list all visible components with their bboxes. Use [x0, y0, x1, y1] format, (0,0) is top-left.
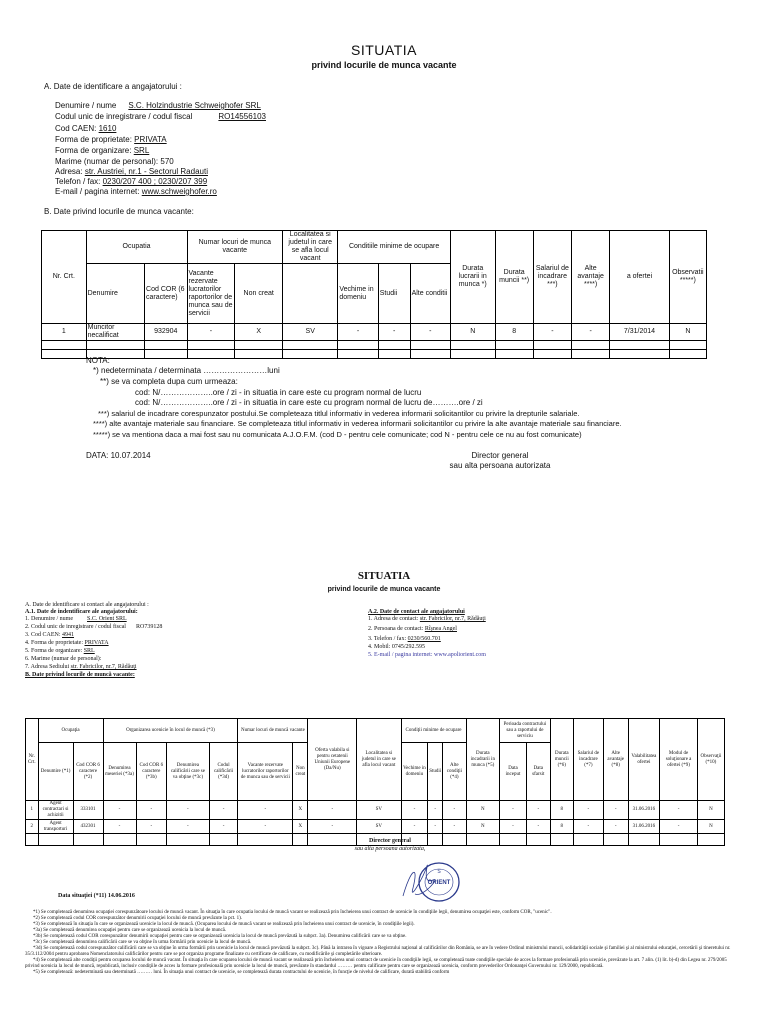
cell: -	[103, 820, 136, 834]
cell: -	[526, 820, 550, 834]
cell: SV	[283, 324, 338, 341]
doc2-l4: 4. Forma de proprietate: PRIVATA	[25, 640, 109, 646]
cell: -	[308, 801, 357, 820]
durata-incadrarii-header: Durata incadrarii in munca (*5)	[466, 719, 500, 801]
salariul-header: Salariul de incadrare (*7)	[573, 719, 603, 801]
doc2-vacancy-table	[25, 718, 725, 846]
conditii-header: Conditiile minime de ocupare	[338, 231, 451, 264]
vechime-header: Vechime in domeniu	[338, 264, 378, 324]
oferta-ue-header: Oferta valabila si pentru cetatenii Uniunii Europene (Da/Nu)	[308, 719, 357, 801]
cell: 333101	[73, 801, 103, 820]
footnote: *2) Se completează codul COR corespunzător denumirii ocupaţiei locului de muncă prevăzute la pct. 1).	[33, 916, 243, 921]
cell: -	[500, 801, 527, 820]
vacante-rez-header: Vacante rezervate lucratorilor raportorilor de munca sau de servicii	[238, 743, 293, 801]
cell: -	[338, 324, 378, 341]
table-row-empty	[42, 341, 707, 350]
doc1-caen: Cod CAEN: 1610	[55, 124, 117, 133]
cell: -	[103, 801, 136, 820]
perioada-header: Perioada contractului sau a raportului de serviciu	[500, 719, 551, 743]
den-calificare-header: Denumirea calificării care se va obţine (*3c)	[167, 743, 210, 801]
doc2-intro: A. Date de identificare si contact ale angajatorului :	[25, 602, 149, 608]
doc1-denumire: Denumire / nume S.C. Holzindustrie Schweighofer SRL	[55, 101, 261, 110]
durata-lucrarii-header: Durata lucrarii in munca *)	[450, 231, 495, 324]
alte-conditii-header: Alte condiţii (*4)	[443, 743, 466, 801]
doc1-section-a: A. Date de identificare a angajatorului :	[44, 82, 182, 91]
doc1-adresa: Adresa: str. Austriei, nr.1 - Sectorul Radauti	[55, 167, 208, 176]
doc1-date: DATA: 10.07.2014	[86, 451, 151, 460]
cell: -	[428, 820, 443, 834]
cell: -	[136, 801, 167, 820]
cell: -	[209, 820, 238, 834]
footnote: *3c) Se completează denumirea calificării care se va obţine în urma formării prin ucenicie la locul de muncă.	[33, 940, 252, 945]
cell: 2	[26, 820, 39, 834]
data-sfarsit-header: Data sfarsit	[526, 743, 550, 801]
doc1-note: cod: N/………………..ore / zi - in situatia in care este cu program normal de lucru	[135, 388, 422, 397]
doc2-c2: 2. Persoana de contact: Rîşnea Angel	[368, 626, 457, 632]
cell: -	[378, 324, 410, 341]
denumire-header: Denumire (*1)	[38, 743, 73, 801]
salariul-header: Salariul de incadrare ***)	[533, 231, 571, 324]
cell: -	[187, 324, 235, 341]
denumire-header: Denumire	[86, 264, 144, 324]
cod-cor-header: Cod COR (6 caractere)	[145, 264, 187, 324]
doc2-title: SITUATIA	[357, 570, 411, 582]
nr-crt-header: Nr. Crt.	[42, 231, 87, 324]
den-meserie-header: Denumirea meseriei (*3a)	[103, 743, 136, 801]
cell: -	[209, 801, 238, 820]
cell: N	[466, 801, 500, 820]
cell: -	[573, 801, 603, 820]
vacante-rezervate-header: Vacante rezervate lucratorilor raportorilor de munca sau de servicii	[187, 264, 235, 324]
doc1-director-sub: sau alta persoana autorizata	[449, 461, 551, 470]
cell: -	[603, 820, 628, 834]
cell: -	[603, 801, 628, 820]
numar-locuri-header: Numar locuri de munca vacante	[187, 231, 283, 264]
table-row	[26, 801, 725, 820]
cod-cor2-header: Cod COR 6 caractere (*3b)	[136, 743, 167, 801]
doc2-l5: 5. Forma de organizare: SRL	[25, 648, 95, 654]
cod-cor-header: Cod COR 6 caractere (*2)	[73, 743, 103, 801]
localitatea-header: Localitatea si judetul in care se afla locul vacant	[283, 231, 338, 264]
studii-header: Studii	[428, 743, 443, 801]
cell: 8	[550, 820, 573, 834]
cell: -	[167, 820, 210, 834]
cell: SV	[357, 801, 401, 820]
table-row	[42, 324, 707, 341]
data-ofertei-header: a ofertei	[610, 231, 669, 324]
non-creat-header: Non creat	[235, 264, 283, 324]
cell: 31.06.2016	[628, 801, 660, 820]
doc2-l2: 2. Codul unic de inregistrare / codul fiscal RO739128	[25, 624, 163, 630]
valabilitatea-header: Valabilitatea ofertei	[628, 719, 660, 801]
cell: N	[450, 324, 495, 341]
cell: 8	[550, 801, 573, 820]
cell: -	[308, 820, 357, 834]
cell: 432301	[73, 820, 103, 834]
cell: -	[410, 324, 450, 341]
doc2-a1: A.1. Date de indentificare ale angajatorului:	[25, 609, 138, 615]
doc2-c4: 4. Mobil: 0745/292.595	[368, 644, 426, 650]
doc1-note: ****) alte avantaje materiale sau financiare. Se completeaza titlul informativ in vederea informarii solicitantilor cu privire la alte avantaje materiale sau financiare.	[93, 419, 622, 428]
cell: N	[669, 324, 706, 341]
cell: SV	[357, 820, 401, 834]
cod-calificare-header: Codul calificării (*3d)	[209, 743, 238, 801]
doc1-director: Director general	[471, 451, 529, 460]
cell: -	[573, 820, 603, 834]
alte-avantaje-header: Alte avantaje ****)	[572, 231, 610, 324]
vechime-header: Vechime in domeniu	[401, 743, 428, 801]
cell: 1	[42, 324, 87, 341]
doc1-note: cod: N/………………..ore / zi - in situatia in care este cu program normal de lucru de……….ore / zi	[135, 398, 483, 407]
cell: 7/31/2014	[610, 324, 669, 341]
cell: 1	[26, 801, 39, 820]
doc2-a2: A.2. Date de contact ale angajatorului	[368, 609, 465, 615]
cell: -	[533, 324, 571, 341]
cell: 932904	[145, 324, 187, 341]
company-stamp	[393, 858, 473, 903]
org-ucenicie-header: Organizarea ucenicie în locul de muncă (*3)	[103, 719, 238, 743]
cell: X	[293, 820, 308, 834]
doc1-cif: Codul unic de inregistrare / codul fiscal RO14556103	[55, 112, 266, 121]
cell: -	[401, 820, 428, 834]
studii-header: Studii	[378, 264, 410, 324]
doc2-c1: 1. Adresa de contact: str. Fabricilor, nr.7, Rădăuţi	[368, 616, 486, 622]
cell: -	[660, 801, 698, 820]
ocupatia-header: Ocupaţia	[38, 719, 103, 743]
cell: -	[238, 820, 293, 834]
footnote: *3b) Se completează codul COR corespunzător denumirii ocupaţiei pentru care se organizează ucenicia la locul de muncă prevăzută la subpct. 3a). Denumirea calificării care se va obţine.	[33, 934, 407, 939]
doc2-l3: 3. Cod CAEN: 4941	[25, 632, 75, 638]
cell: Agent transporturi	[38, 820, 73, 834]
footnote: *3) Se completează în situaţia în care se organizează ucenicie la locul de muncă. (Ocuparea locului de muncă vacant se realizează prin încheierea unui contract de ucenicie, în condiţiile legii).	[33, 922, 415, 927]
footnote: *5) Se completează: nedeterminată sau determinată ……… luni. În situaţia unui contract de ucenicie, se completează durata contractului de ucenicie, în funcţie de nivelul de calificare, durată stabilită conform	[33, 970, 450, 975]
durata-muncii-header: Durata muncii (*6)	[550, 719, 573, 801]
footnote: *3a) Se completează denumirea ocupaţiei pentru care se organizează ucenicia la locul de muncă.	[33, 928, 227, 933]
cell: -	[443, 820, 466, 834]
cell: -	[401, 801, 428, 820]
alte-conditii-header: Alte conditii	[410, 264, 450, 324]
doc1-email: E-mail / pagina internet: www.schweighofer.ro	[55, 187, 217, 196]
footnote: *4) Se completează alte condiţii pentru ocuparea locului de muncă vacant. În situaţia în care ocuparea locului de muncă vacant se realizează prin încheierea unui contract de ucenicie în condiţiile legii, se completează toate condiţiile speciale de acces la formare profesională prin ucenicie, prevăzute la art. 7 alin. (1) lit. b)-d) din Legea nr. 279/2005 privind ucenicia la locul de muncă, republicată, inclusiv condiţiile de acces la formare profesională prin ucenicie la locul de muncă, prevăzute în standardul ……… pentru calificare pentru care se organizează ucenicia, conform prevederilor Ordonanţei Guvernului nr. 129/2000, republicată.	[25, 958, 727, 969]
doc1-note: **) se va completa dupa cum urmeaza:	[100, 377, 238, 386]
localitatea-header: Localitatea si judetul in care se afla locul vacant	[357, 719, 401, 801]
doc1-proprietate: Forma de proprietate: PRIVATA	[55, 135, 167, 144]
doc1-note: *) nedeterminata / determinata ……………………luni	[93, 366, 280, 375]
doc2-subtitle: privind locurile de munca vacante	[327, 586, 441, 593]
conditii-header: Condiţii minime de ocupare	[401, 719, 466, 743]
cell: N	[466, 820, 500, 834]
doc2-c3: 3. Telefon / fax: 0230/560.701	[368, 636, 441, 642]
doc2-l1: 1. Denumire / nume S.C. Orient SRL	[25, 616, 127, 622]
observatii-header: Observatii *****)	[669, 231, 706, 324]
stamp-text: ORIENT	[427, 880, 451, 886]
cell: -	[428, 801, 443, 820]
alte-avantaje-header: Alte avantaje (*8)	[603, 719, 628, 801]
doc2-data-situatiei: Data situaţiei (*11) 14.06.2016	[58, 893, 135, 899]
cell: -	[443, 801, 466, 820]
doc1-vacancy-table	[41, 230, 707, 359]
numar-locuri-header: Numar locuri de muncă vacante	[238, 719, 308, 743]
modul-header: Modul de soluţionare a ofertei (*9)	[660, 719, 698, 801]
cell: -	[526, 801, 550, 820]
observatii-header: Observaţii (*10)	[697, 719, 724, 801]
cell: -	[660, 820, 698, 834]
non-creat-header: Non creat	[293, 743, 308, 801]
nr-crt-header: Nr. Crt.	[26, 719, 39, 801]
doc1-note: ***) salariul de incadrare corespunzator postului.Se completeaza titlul informativ in vederea informarii solicitantilor cu privire la drepturile salariale.	[98, 409, 580, 418]
doc2-section-b: B. Date privind locurile de muncă vacante:	[25, 672, 135, 678]
doc1-organizare: Forma de organizare: SRL	[55, 146, 150, 155]
localitatea-sub	[283, 264, 338, 324]
cell: -	[572, 324, 610, 341]
cell: N	[697, 820, 724, 834]
doc2-l6: 6. Marime (numar de personal):	[25, 656, 102, 662]
cell: Muncitor necalificat	[86, 324, 144, 341]
doc2-footnotes	[25, 910, 740, 976]
cell: -	[167, 801, 210, 820]
doc2-l7: 7. Adresa Sediului str. Fabricilor, nr.7, Rădăuţi	[25, 664, 137, 670]
footnote: *3d) Se completează codul corespunzător calificării care se va obţine în urma formării prin ucenicie la locul de muncă prevăzută la subpct. 3c). Până la intrarea în vigoare a Registrului naţional al calificărilor din România, se are în vedere Ordinul ministrului muncii, solidarităţii sociale şi familiei şi al ministrului educaţiei, cercetării şi tineretului nr. 35/3.112/2004 pentru aprobarea Nomenclatorului calificărilor pentru care se pot organiza programe finalizate cu certificate de calificare, cu modificările şi completările ulterioare.	[25, 946, 731, 957]
footnote: *1) Se completează denumirea ocupaţiei corespunzătoare locului de muncă vacant. În situaţia în care ocupatia locului de muncă vacant se realizează prin încheierea unui contract de ucenicie în condiţiile legii, denumirea ocupaţiei este, conform COR, "ucenic".	[33, 910, 552, 915]
doc1-subtitle: privind locurile de munca vacante	[311, 60, 457, 70]
doc2-director-sub: sau alta persoana autorizata,	[354, 846, 426, 852]
table-row	[26, 820, 725, 834]
ocupatia-header: Ocupatia	[86, 231, 187, 264]
cell: X	[235, 324, 283, 341]
durata-muncii-header: Durata muncii **)	[495, 231, 533, 324]
doc1-nota-title: NOTA:	[86, 356, 110, 365]
cell: 8	[495, 324, 533, 341]
data-inceput-header: Data inceput	[500, 743, 527, 801]
doc1-telefon: Telefon / fax: 0230/207 400 ; 0230/207 399	[55, 177, 208, 186]
cell: 31.06.2016	[628, 820, 660, 834]
doc1-marime: Marime (numar de personal): 570	[55, 157, 174, 166]
cell: -	[500, 820, 527, 834]
doc2-director: Director general	[369, 838, 411, 844]
cell: -	[238, 801, 293, 820]
doc1-note: *****) se va mentiona daca a mai fost sau nu comunicata A.J.O.F.M. (cod D - pentru cele comunicate; cod N - pentru cele ce nu au fost comunicate)	[93, 430, 582, 439]
cell: N	[697, 801, 724, 820]
doc2-c5: 5. E-mail / pagina internet: www.apoliorient.com	[368, 652, 486, 658]
doc1-section-b: B. Date privind locurile de munca vacante:	[44, 207, 194, 216]
doc1-title: SITUATIA	[351, 42, 417, 58]
cell: X	[293, 801, 308, 820]
table-row-empty	[42, 350, 707, 359]
svg-text:S: S	[437, 869, 441, 875]
cell: Agent contractari si achizitii	[38, 801, 73, 820]
cell: -	[136, 820, 167, 834]
